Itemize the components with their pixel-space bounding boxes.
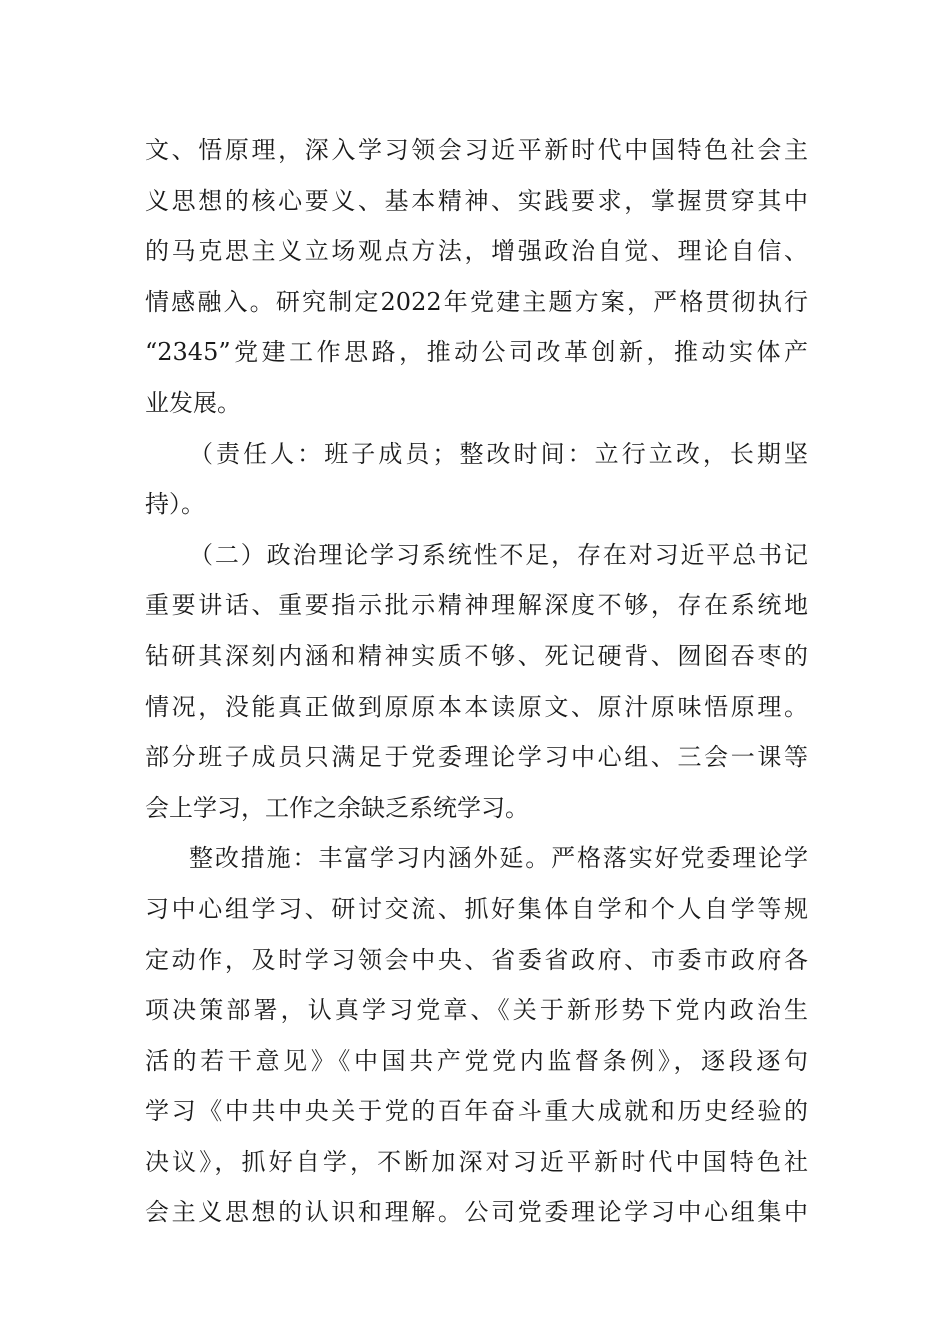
paragraph-line: 活的若干意见》《中国共产党党内监督条例》，逐段逐句: [145, 1046, 808, 1075]
paragraph-line: 会主义思想的认识和理解。公司党委理论学习中心组集中: [145, 1198, 808, 1227]
paragraph-line: 钻研其深刻内涵和精神实质不够、死记硬背、囫囵吞枣的: [145, 641, 808, 670]
paragraph-line: 决议》，抓好自学，不断加深对习近平新时代中国特色社: [145, 1147, 808, 1176]
paragraph-line: 部分班子成员只满足于党委理论学习中心组、三会一课等: [145, 743, 808, 772]
paragraph-line: 重要讲话、重要指示批示精神理解深度不够，存在系统地: [145, 591, 808, 620]
paragraph-line: 情况，没能真正做到原原本本读原文、原汁原味悟原理。: [145, 692, 808, 721]
paragraph-line: 会上学习，工作之余缺乏系统学习。: [145, 793, 529, 822]
paragraph-line: 定动作，及时学习领会中央、省委省政府、市委市政府各: [145, 945, 808, 974]
section-heading-line: （二）政治理论学习系统性不足，存在对习近平总书记: [189, 540, 808, 569]
paragraph-line: 业发展。: [145, 388, 241, 417]
paragraph-line: （责任人：班子成员；整改时间：立行立改，长期坚: [189, 439, 808, 468]
paragraph-line: “2345”党建工作思路，推动公司改革创新，推动实体产: [145, 338, 808, 367]
paragraph-line: 整改措施：丰富学习内涵外延。严格落实好党委理论学: [189, 844, 808, 873]
paragraph-line: 项决策部署，认真学习党章、《关于新形势下党内政治生: [145, 996, 808, 1025]
paragraph-line: 文、悟原理，深入学习领会习近平新时代中国特色社会主: [145, 136, 808, 164]
document-page: [145, 125, 808, 1238]
paragraph-line: 学习《中共中央关于党的百年奋斗重大成就和历史经验的: [145, 1097, 808, 1126]
paragraph-line: 的马克思主义立场观点方法，增强政治自觉、理论自信、: [145, 237, 808, 266]
paragraph-line: 义思想的核心要义、基本精神、实践要求，掌握贯穿其中: [145, 186, 808, 215]
paragraph-line: 情感融入。研究制定2022年党建主题方案，严格贯彻执行: [145, 287, 808, 316]
paragraph-line: 习中心组学习、研讨交流、抓好集体自学和个人自学等规: [145, 894, 808, 923]
paragraph-line: 持）。: [145, 490, 205, 519]
